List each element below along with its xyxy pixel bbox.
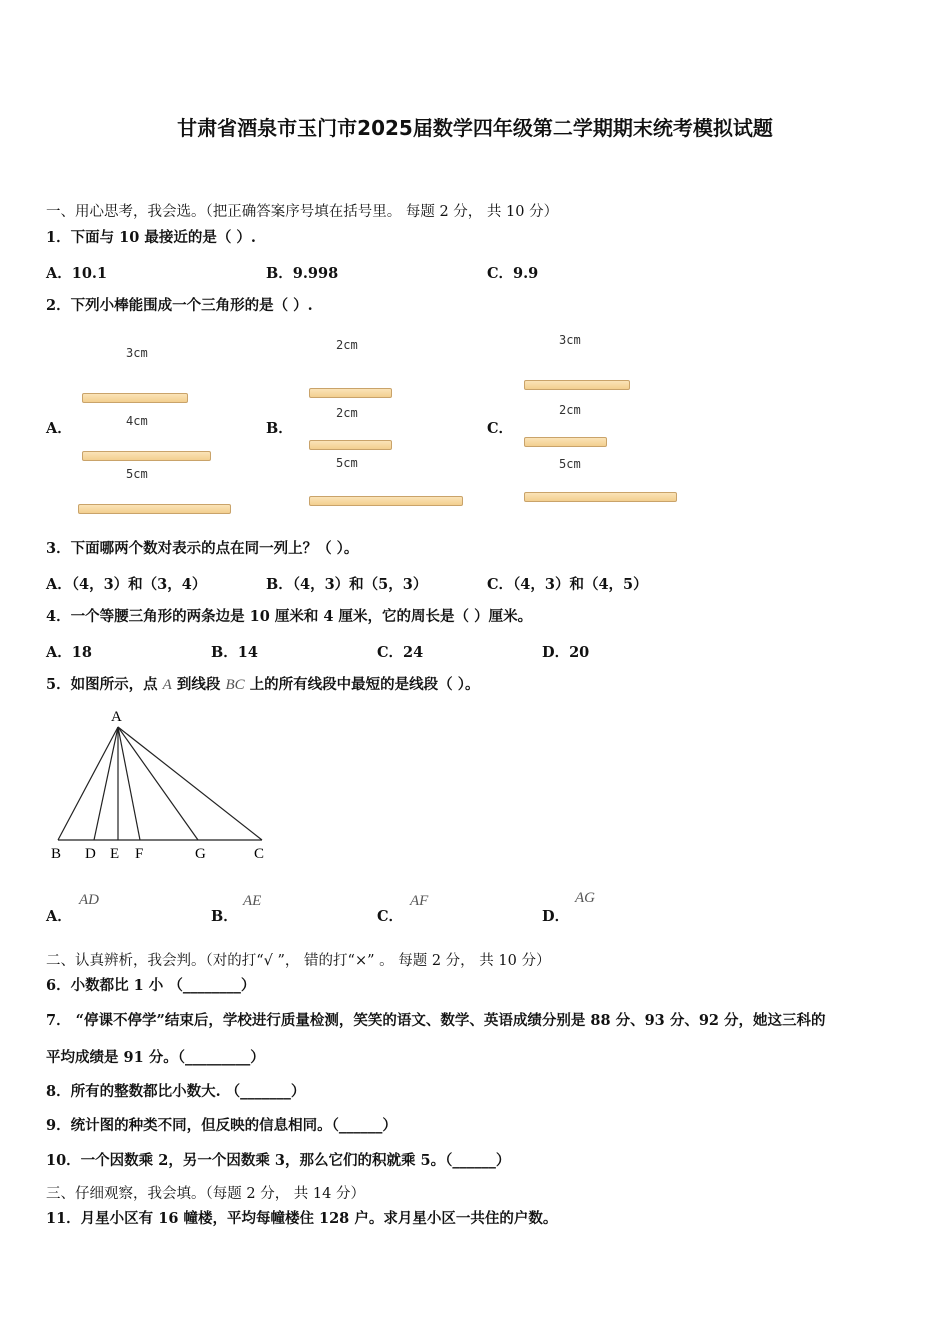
- q5-text-mid: 到线段: [176, 676, 221, 693]
- q5-option-d-letter: D．: [542, 908, 570, 925]
- q4-option-b: B．14: [211, 644, 258, 661]
- q2-option-c-label: C．: [487, 420, 514, 437]
- q1-option-c: C．9.9: [487, 265, 539, 282]
- q5-point-name: A: [162, 677, 172, 693]
- q4-option-c: C．24: [377, 644, 424, 661]
- segment-ag: [118, 727, 198, 840]
- segment-af: [118, 727, 140, 840]
- q2-b-stick-3-length: 5cm: [336, 456, 358, 470]
- q5-option-b-letter: B．: [211, 908, 238, 925]
- q5-text-post: 上的所有线段中最短的是线段（ ）。: [249, 676, 480, 693]
- q2-b-stick-3: [309, 496, 463, 506]
- question-7-line-1: 7． “停课不停学”结束后，学校进行质量检测，笑笑的语文、数学、英语成绩分别是 88 分、93 分、92 分，她这三科的: [46, 1012, 826, 1029]
- q5-option-c-letter: C．: [377, 908, 404, 925]
- q5-triangle-diagram: [40, 700, 280, 870]
- q1-option-a: A．10.1: [46, 265, 108, 282]
- q3-option-b: B．（4，3）和（5，3）: [266, 576, 428, 593]
- q2-c-stick-3-length: 5cm: [559, 457, 581, 471]
- q2-c-stick-2: [524, 437, 607, 447]
- question-9: 9．统计图的种类不同，但反映的信息相同。（______）: [46, 1117, 397, 1134]
- q1-option-b: B．9.998: [266, 265, 339, 282]
- point-c-label: C: [254, 846, 265, 862]
- q4-option-d: D．20: [542, 644, 590, 661]
- segment-ac: [118, 727, 262, 840]
- question-6: 6．小数都比 1 小 （________）: [46, 977, 256, 994]
- q5-option-d-value: AG: [575, 890, 595, 906]
- question-1: 1．下面与 10 最接近的是（ ）.: [46, 229, 256, 246]
- section-3-heading: 三、仔细观察，我会填。（每题 2 分， 共 14 分）: [46, 1186, 365, 1202]
- page-title: 甘肃省酒泉市玉门市2025届数学四年级第二学期期末统考模拟试题: [177, 116, 773, 140]
- q2-a-stick-2-length: 4cm: [126, 414, 148, 428]
- q3-option-c: C．（4，3）和（4，5）: [487, 576, 648, 593]
- question-7-line-2: 平均成绩是 91 分。（_________）: [46, 1049, 265, 1066]
- q2-option-b-label: B．: [266, 420, 293, 437]
- q2-c-stick-1-length: 3cm: [559, 333, 581, 347]
- point-f-label: F: [135, 846, 144, 862]
- q2-b-stick-2: [309, 440, 392, 450]
- question-10: 10．一个因数乘 2，另一个因数乘 3，那么它们的积就乘 5。（______）: [46, 1152, 511, 1169]
- point-b-label: B: [51, 846, 62, 862]
- q5-segment-name: BC: [225, 677, 245, 693]
- q2-c-stick-2-length: 2cm: [559, 403, 581, 417]
- q2-b-stick-1: [309, 388, 392, 398]
- q2-b-stick-2-length: 2cm: [336, 406, 358, 420]
- point-g-label: G: [195, 846, 206, 862]
- question-4: 4．一个等腰三角形的两条边是 10 厘米和 4 厘米，它的周长是（ ）厘米。: [46, 608, 533, 625]
- q3-option-a: A．（4，3）和（3，4）: [46, 576, 207, 593]
- q2-option-a-label: A．: [46, 420, 72, 437]
- question-11: 11．月星小区有 16 幢楼，平均每幢楼住 128 户。求月星小区一共住的户数。: [46, 1210, 558, 1227]
- question-8: 8．所有的整数都比小数大. （_______）: [46, 1083, 306, 1100]
- q2-c-stick-3: [524, 492, 677, 502]
- section-2-heading: 二、认真辨析，我会判。（对的打“√ ”， 错的打“×” 。 每题 2 分， 共 10 分）: [46, 953, 551, 969]
- q5-option-a-letter: A．: [46, 908, 72, 925]
- segment-ab: [58, 727, 118, 840]
- point-a-label: A: [111, 709, 122, 725]
- q2-a-stick-3: [78, 504, 231, 514]
- question-2: 2．下列小棒能围成一个三角形的是（ ）.: [46, 297, 313, 314]
- q2-c-stick-1: [524, 380, 630, 390]
- point-d-label: D: [85, 846, 96, 862]
- section-1-heading: 一、用心思考，我会选。（把正确答案序号填在括号里。 每题 2 分， 共 10 分）: [46, 204, 559, 220]
- q2-a-stick-3-length: 5cm: [126, 467, 148, 481]
- q5-text-pre: 5．如图所示，点: [46, 676, 158, 693]
- question-5: [46, 675, 479, 695]
- q5-option-a-value: AD: [79, 892, 99, 908]
- segment-ad: [94, 727, 118, 840]
- q2-a-stick-1-length: 3cm: [126, 346, 148, 360]
- q4-option-a: A．18: [46, 644, 92, 661]
- q2-a-stick-2: [82, 451, 211, 461]
- q2-b-stick-1-length: 2cm: [336, 338, 358, 352]
- q2-a-stick-1: [82, 393, 188, 403]
- q5-option-c-value: AF: [410, 893, 429, 909]
- q5-option-b-value: AE: [243, 893, 262, 909]
- question-3: 3．下面哪两个数对表示的点在同一列上？（ ）。: [46, 540, 359, 557]
- point-e-label: E: [110, 846, 120, 862]
